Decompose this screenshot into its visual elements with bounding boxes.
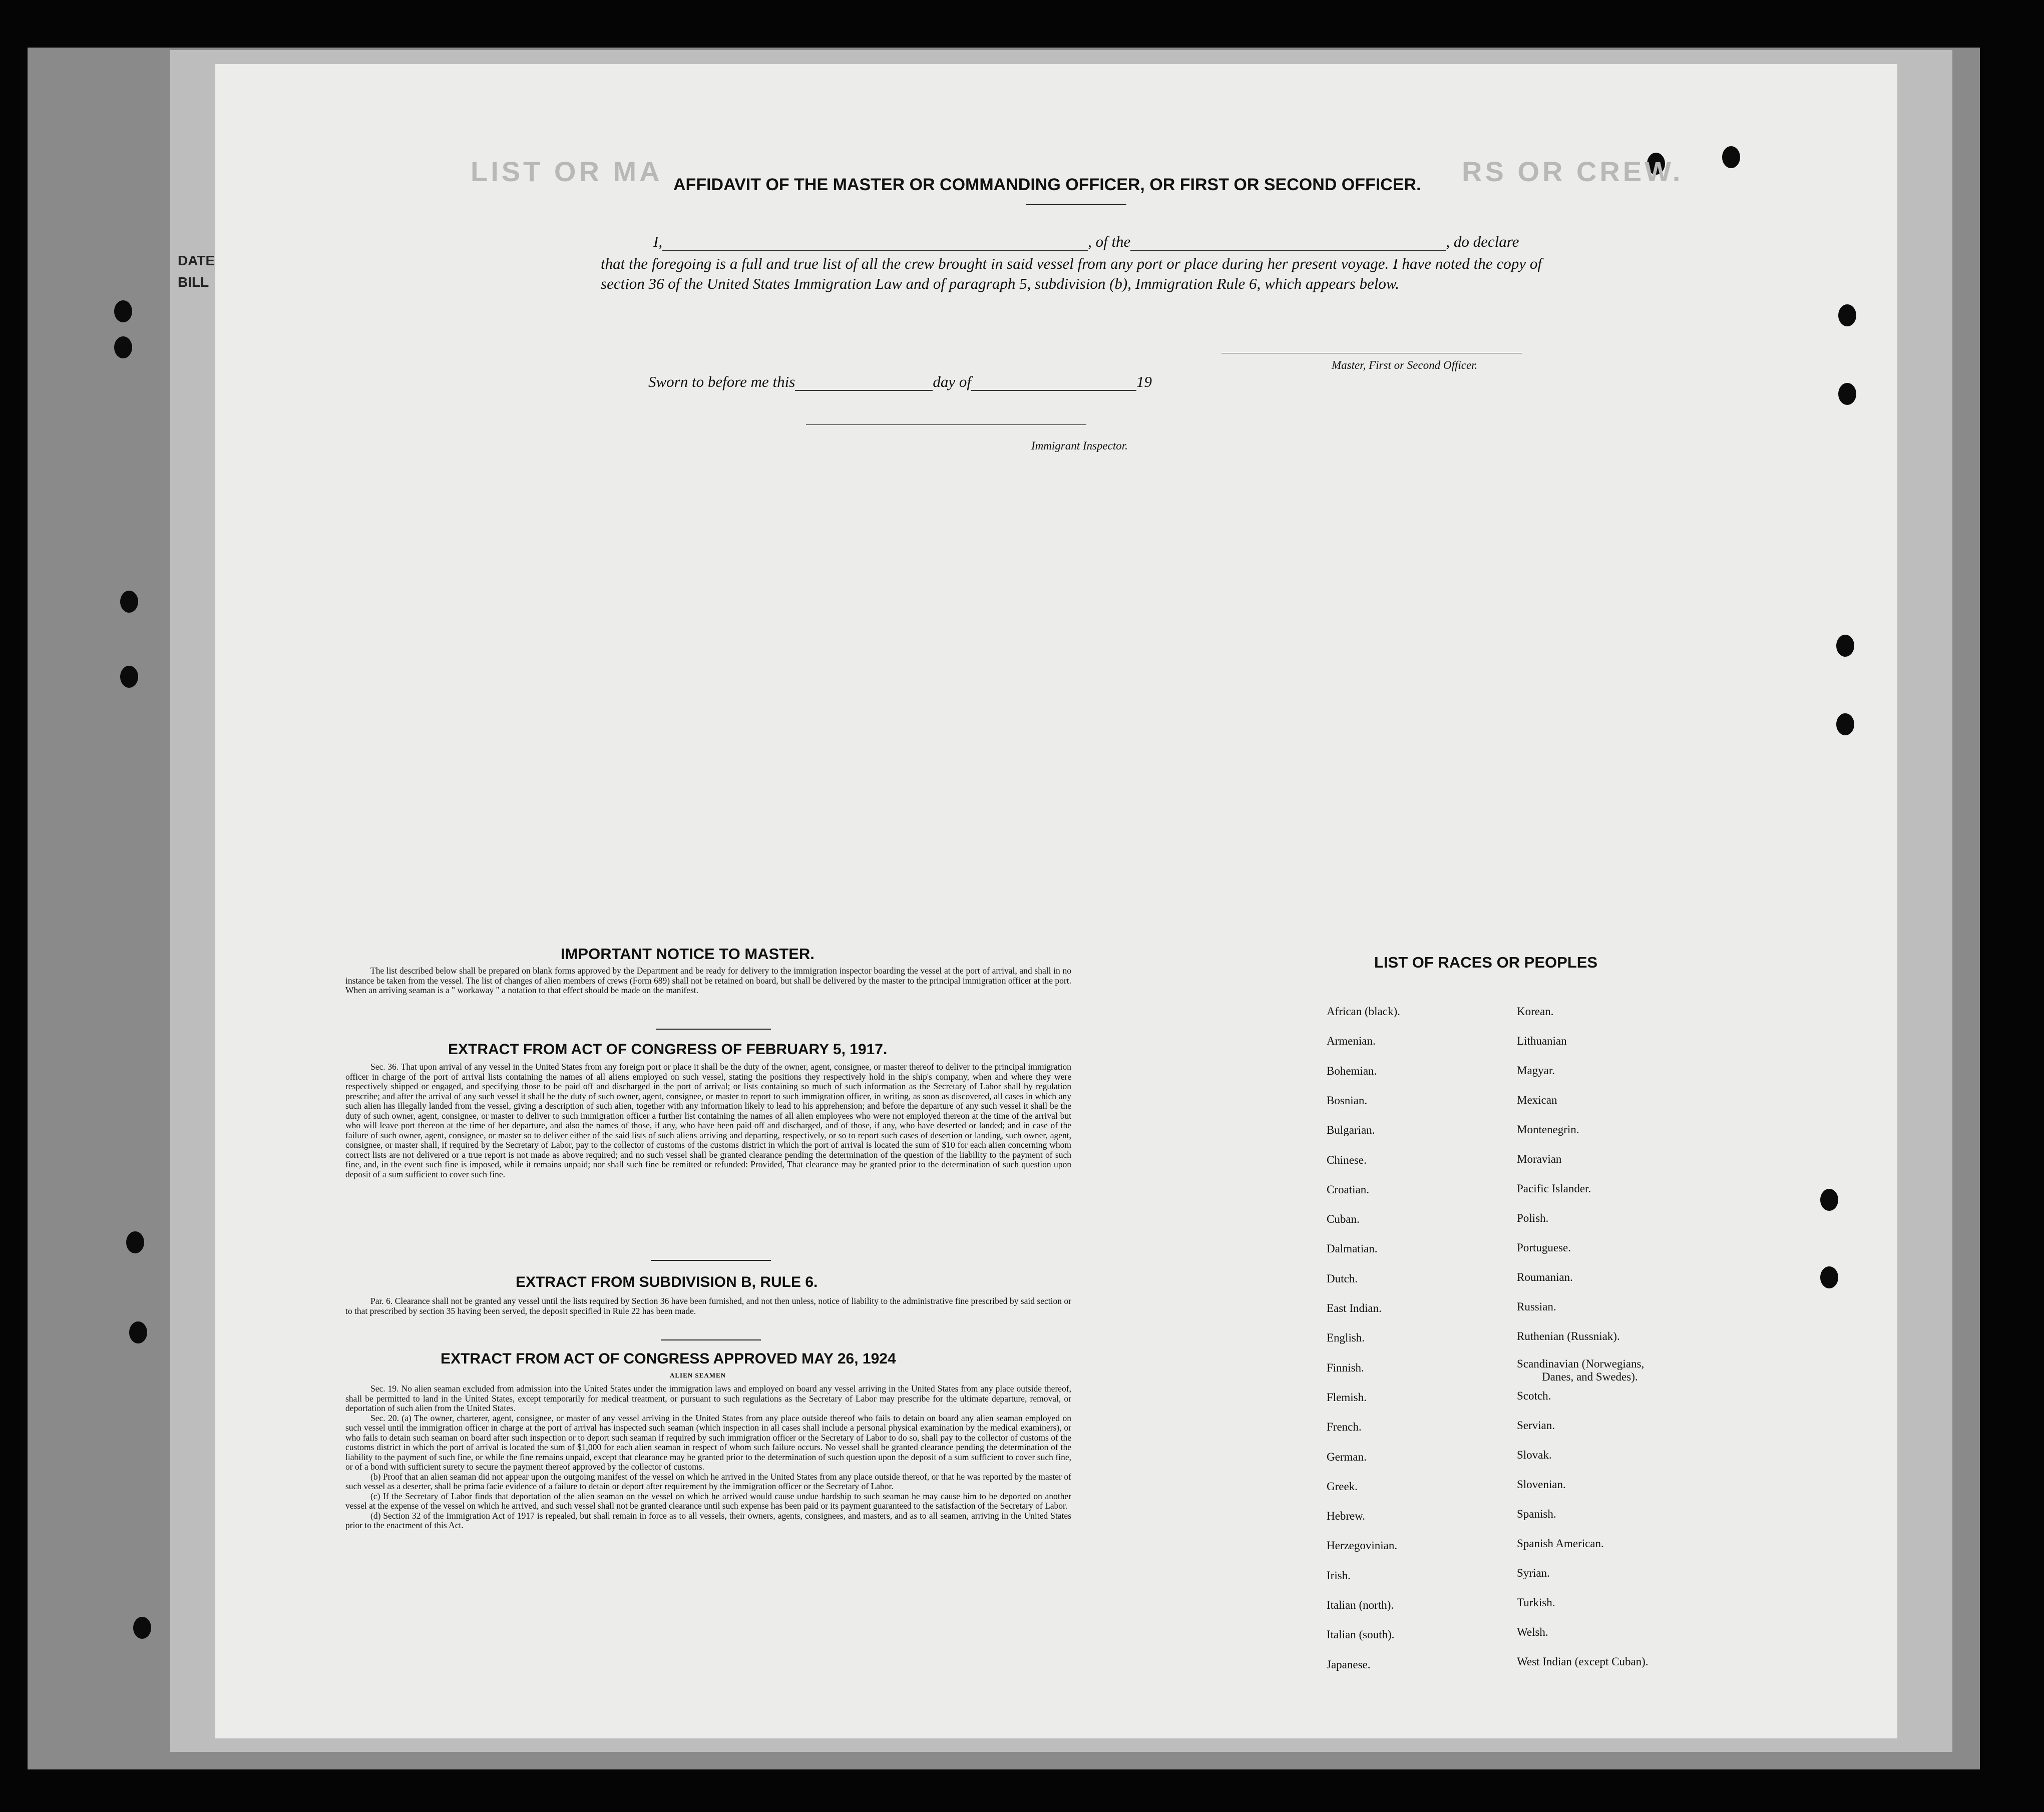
binder-hole bbox=[114, 336, 132, 358]
race-right-item: Scandinavian (Norwegians, bbox=[1517, 1357, 1645, 1370]
name-blank bbox=[662, 250, 1088, 251]
affidavit-line1 bbox=[653, 233, 1519, 251]
race-left-item: Dutch. bbox=[1327, 1272, 1358, 1285]
race-right-item: Ruthenian (Russniak). bbox=[1517, 1330, 1620, 1342]
binder-hole bbox=[120, 666, 138, 688]
sworn-month-blank bbox=[971, 390, 1136, 391]
act1924-subtitle: ALIEN SEAMEN bbox=[670, 1372, 726, 1379]
race-right-item: Scotch. bbox=[1517, 1390, 1551, 1402]
race-right-item: Roumanian. bbox=[1517, 1271, 1573, 1283]
master-caption: Master, First or Second Officer. bbox=[1332, 359, 1478, 371]
race-left-item: Bosnian. bbox=[1327, 1094, 1368, 1107]
binder-hole bbox=[1838, 304, 1856, 326]
race-left-item: Flemish. bbox=[1327, 1391, 1367, 1404]
binder-hole bbox=[1820, 1189, 1838, 1211]
binder-hole bbox=[133, 1617, 151, 1639]
bleed-through-title-right: RS OR CREW. bbox=[1462, 156, 1684, 187]
race-right-item: Spanish. bbox=[1517, 1508, 1556, 1520]
binder-hole bbox=[120, 591, 138, 613]
race-right-item: Lithuanian bbox=[1517, 1035, 1567, 1047]
race-left-item: Croatian. bbox=[1327, 1183, 1369, 1196]
race-left-item: German. bbox=[1327, 1451, 1367, 1463]
act1924-sec19: Sec. 19. No alien seaman excluded from admission into the United States under the immigration laws and employed on board any vessel arriving in the United States from any place outside thereof, shall be permitted to land in the United States, except temporarily for medical treatment, or pursuant to such regulations as the Secretary of Labor may prescribe for the ultimate departure, removal, or deportation of such alien from the United States. bbox=[345, 1384, 1071, 1413]
affidavit-of-the: , of the bbox=[1088, 233, 1131, 250]
sworn-day-blank bbox=[795, 390, 933, 391]
race-left-item: Bohemian. bbox=[1327, 1065, 1377, 1077]
race-right-item: Moravian bbox=[1517, 1153, 1562, 1165]
inspector-signature-line bbox=[806, 424, 1086, 425]
race-right-item: Portuguese. bbox=[1517, 1241, 1571, 1254]
race-left-item: East Indian. bbox=[1327, 1302, 1382, 1314]
binder-hole bbox=[114, 300, 132, 322]
affidavit-i: I, bbox=[653, 233, 663, 250]
sworn-text: Sworn to before me this bbox=[648, 373, 795, 390]
race-left-item: Japanese. bbox=[1327, 1658, 1371, 1671]
races-title: LIST OF RACES OR PEOPLES bbox=[1374, 954, 1598, 971]
act1917-paragraph: Sec. 36. That upon arrival of any vessel in the United States from any foreign port or place it shall be the duty of the owner, agent, consignee, or master thereof to deliver to the principal immigration officer in charge of the port of arrival lists containing the names of all aliens employed on such vessel, stating the positions they respectively hold in the ship's company, when and where they were respectively shipped or engaged, and specifying those to be paid off and discharged in the port of arrival; or lists containing so much of such information as the Secretary of Labor shall by regulation prescribe; and after the arrival of any such vessel it shall be the duty of such owner, agent, consignee, or master to report to such immigration officer, in writing, as soon as discovered, all cases in which any such alien has illegally landed from the vessel, giving a description of such alien, together with any information likely to lead to his apprehension; and before the departure of any such vessel it shall be the duty of such owner, agent, consignee, or master to deliver to such immigration officer a further list containing the names of all alien employees who were not employed thereon at the time of the arrival but who will leave port thereon at the time of her departure, and also the names of those, if any, who have been paid off and discharged, and of those, if any, who have deserted or landed; and in case of the failure of such owner, agent, consignee, or master so to deliver either of the said lists of such aliens arriving and departing, respectively, or so to report such cases of desertion or landing, such owner, agent, consignee, or master shall, if required by the Secretary of Labor, pay to the collector of customs of the customs district in which the port of arrival is located the sum of $10 for each alien concerning whom correct lists are not delivered or a true report is not made as above required; and no such vessel shall be granted clearance pending the determination of the question of the liability to the payment of such fine, and, in the event such fine is imposed, while it remains unpaid; nor shall such fine be remitted or refunded: Provided, That clearance may be granted prior to the determination of such question upon deposit of a sum sufficient to cover such fine. bbox=[345, 1062, 1071, 1179]
race-left-item: Italian (north). bbox=[1327, 1599, 1394, 1611]
notice-rule bbox=[656, 1029, 771, 1030]
affidavit-body: that the foregoing is a full and true list of all the crew brought in said vessel from any port or place during her present voyage. I have noted the copy of section 36 of the United States Immigration Law and of paragraph 5, subdivision (b), Immigration Rule 6, which appears below. bbox=[601, 255, 1542, 292]
race-left-item: Greek. bbox=[1327, 1480, 1358, 1493]
year-prefix: 19 bbox=[1136, 373, 1152, 390]
race-right-item: Welsh. bbox=[1517, 1626, 1548, 1638]
day-of-text: day of bbox=[933, 373, 971, 390]
notice-title: IMPORTANT NOTICE TO MASTER. bbox=[561, 945, 814, 963]
binder-hole bbox=[1820, 1266, 1838, 1288]
act1924-sec20d: (d) Section 32 of the Immigration Act of 1917 is repealed, but shall remain in force as to all vessels, their owners, agents, consignees, and masters, and as to all seamen, arriving in the United States prior to the enactment of this Act. bbox=[345, 1510, 1071, 1530]
edge-label-bill: BILL bbox=[178, 274, 209, 290]
edge-label-date: DATE bbox=[178, 253, 215, 268]
act1924-text bbox=[345, 1384, 1071, 1531]
binder-hole bbox=[1722, 146, 1740, 168]
act1924-sec20c: (c) If the Secretary of Labor finds that deportation of the alien seaman on the vessel on which he arrived would cause undue hardship to such seaman he may cause him to be deported on another vessel at the expense of the vessel on which he arrived, and such vessel shall not be granted clearance until such expense has been paid or its payment guaranteed to the satisfaction of the Secretary of Labor. bbox=[345, 1491, 1071, 1511]
act1917-text bbox=[345, 1062, 1071, 1179]
affidavit-title-rule bbox=[1026, 204, 1126, 205]
race-right-extra: Danes, and Swedes). bbox=[1542, 1371, 1638, 1383]
race-right-item: Slovak. bbox=[1517, 1449, 1552, 1461]
race-left-item: Chinese. bbox=[1327, 1154, 1367, 1166]
affidavit-declare: , do declare bbox=[1446, 233, 1519, 250]
race-right-item: Polish. bbox=[1517, 1212, 1549, 1224]
race-right-item: Pacific Islander. bbox=[1517, 1182, 1591, 1195]
notice-text bbox=[345, 966, 1071, 996]
race-left-item: Bulgarian. bbox=[1327, 1124, 1375, 1136]
binder-hole bbox=[1836, 635, 1854, 657]
rule6-paragraph: Par. 6. Clearance shall not be granted any vessel until the lists required by Section 36 have been furnished, and not then unless, notice of liability to the administrative fine prescribed by said section or to that prescribed by section 35 having been served, the deposit specified in Rule 22 has been made. bbox=[345, 1296, 1071, 1316]
race-left-item: Italian (south). bbox=[1327, 1628, 1395, 1641]
race-left-item: French. bbox=[1327, 1421, 1362, 1433]
binder-hole bbox=[126, 1231, 144, 1253]
inspector-caption: Immigrant Inspector. bbox=[1031, 439, 1128, 452]
race-left-item: Irish. bbox=[1327, 1569, 1351, 1582]
sworn-line bbox=[648, 373, 1152, 391]
race-left-item: English. bbox=[1327, 1331, 1365, 1344]
act1924-title: EXTRACT FROM ACT OF CONGRESS APPROVED MAY 26, 1924 bbox=[441, 1350, 896, 1367]
race-left-item: Hebrew. bbox=[1327, 1510, 1366, 1522]
race-right-item: West Indian (except Cuban). bbox=[1517, 1655, 1649, 1668]
bleed-through-title: LIST OR MA bbox=[471, 156, 663, 187]
race-left-item: Herzegovinian. bbox=[1327, 1539, 1398, 1552]
binder-hole bbox=[1836, 713, 1854, 735]
race-right-item: Montenegrin. bbox=[1517, 1123, 1579, 1136]
rule6-title: EXTRACT FROM SUBDIVISION B, RULE 6. bbox=[516, 1274, 818, 1290]
race-left-item: Cuban. bbox=[1327, 1213, 1360, 1225]
race-right-item: Slovenian. bbox=[1517, 1478, 1566, 1491]
rule6-text bbox=[345, 1296, 1071, 1316]
race-left-item: African (black). bbox=[1327, 1005, 1400, 1018]
vessel-blank bbox=[1130, 250, 1446, 251]
race-right-item: Russian. bbox=[1517, 1300, 1556, 1313]
act1924-sec20a: Sec. 20. (a) The owner, charterer, agent, consignee, or master of any vessel arriving in the United States from any place outside thereof who fails to detain on board any alien seaman employed on such vessel until the immigration officer in charge at the port of arrival has inspected such seaman (which inspection in all cases shall include a personal physical examination by the medical examiners), or who fails to detain such seaman on board after such inspection or to deport such seaman if required by such immigration officer or the Secretary of Labor to do so, shall pay to the collector of customs of the customs district in which the port of arrival is located the sum of $1,000 for each alien seaman in respect of whom such failure occurs. No vessel shall be granted clearance pending the determination of the liability to the payment of such fine, or while the fine remains unpaid, except that clearance may be granted prior to the determination of such question upon the deposit of a sum sufficient to cover such fine, or of a bond with sufficient surety to secure the payment thereof approved by the collector of customs. bbox=[345, 1413, 1071, 1472]
notice-paragraph: The list described below shall be prepared on blank forms approved by the Department and be ready for delivery to the immigration inspector boarding the vessel at the port of arrival, and shall in no instance be taken from the vessel. The list of changes of alien members of crews (Form 689) shall not be retained on board, but shall be delivered by the master to the principal immigration officer at the port. When an arriving seaman is a " workaway " a notation to that effect should be made on the manifest. bbox=[345, 966, 1071, 995]
race-right-item: Korean. bbox=[1517, 1005, 1554, 1018]
race-left-item: Armenian. bbox=[1327, 1035, 1376, 1047]
race-right-item: Spanish American. bbox=[1517, 1537, 1604, 1550]
binder-hole bbox=[129, 1321, 147, 1343]
act1917-title: EXTRACT FROM ACT OF CONGRESS OF FEBRUARY 5, 1917. bbox=[448, 1041, 888, 1058]
act1924-sec20b: (b) Proof that an alien seaman did not appear upon the outgoing manifest of the vessel on which he arrived in the United States from any place outside thereof, or that he was reported by the master of such vessel as a deserter, shall be prima facie evidence of a failure to detain or deport after requirement by the immigration officer or the Secretary of Labor. bbox=[345, 1471, 1071, 1491]
race-right-item: Syrian. bbox=[1517, 1567, 1550, 1579]
race-right-item: Servian. bbox=[1517, 1419, 1555, 1432]
race-right-item: Magyar. bbox=[1517, 1064, 1555, 1077]
race-left-item: Finnish. bbox=[1327, 1362, 1364, 1374]
race-right-item: Turkish. bbox=[1517, 1596, 1555, 1609]
rule6-rule bbox=[661, 1339, 761, 1340]
binder-hole bbox=[1838, 383, 1856, 405]
affidavit-title: AFFIDAVIT OF THE MASTER OR COMMANDING OFFICER, OR FIRST OR SECOND OFFICER. bbox=[673, 175, 1421, 194]
race-left-item: Dalmatian. bbox=[1327, 1242, 1378, 1255]
act1917-rule bbox=[651, 1260, 771, 1261]
race-right-item: Mexican bbox=[1517, 1094, 1557, 1106]
